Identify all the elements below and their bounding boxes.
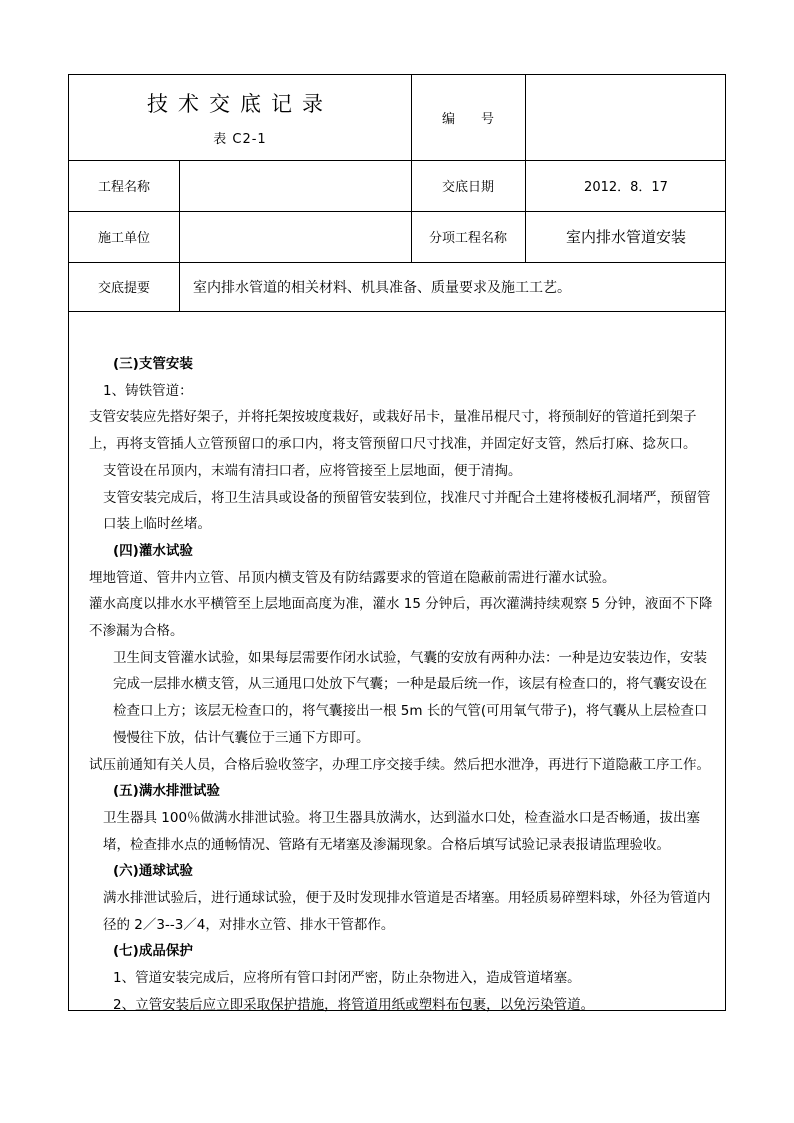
content-paragraph: 埋地管道、管井内立管、吊顶内横支管及有防结露要求的管道在隐蔽前需进行灌水试验。 xyxy=(89,569,616,586)
section-heading: (七)成品保护 xyxy=(113,943,193,960)
section-heading: (三)支管安装 xyxy=(113,356,193,372)
section-heading: (六)通球试验 xyxy=(113,863,193,880)
summary-value: 室内排水管道的相关材料、机具准备、质量要求及施工工艺。 xyxy=(193,279,571,296)
content-paragraph: 1、管道安装完成后，应将所有管口封闭严密，防止杂物进入，造成管道堵塞。 xyxy=(113,970,581,987)
summary-label: 交底提要 xyxy=(97,281,150,296)
content-paragraph: 支管设在吊顶内，末端有清扫口者，应将管接至上层地面，便于清掏。 xyxy=(103,462,522,479)
content-paragraph: 卫生器具 100％做满水排泄试验。将卫生器具放满水，达到溢水口处，检查溢水口是否畅通，拔出塞堵，检查排水点的通畅情况、管路有无堵塞及渗漏现象。合格后填写试验记录表报请监理验收。 xyxy=(103,809,701,853)
number-value xyxy=(525,75,727,160)
content-paragraph: 1、铸铁管道： xyxy=(103,382,193,399)
content-paragraph: 支管安装应先搭好架子，并将托架按坡度栽好，或栽好吊卡，量准吊棍尺寸，将预制好的管道托到架子上，再将支管插人立管预留口的承口内，将支管预留口尺寸找准，并固定好支管，然后打麻、捻灰口。 xyxy=(89,409,697,453)
project-name-value xyxy=(179,160,411,211)
subitem-label: 分项工程名称 xyxy=(428,231,507,246)
disclosure-content xyxy=(77,351,717,1019)
content-paragraph: 支管安装完成后，将卫生洁具或设备的预留管安装到位，找准尺寸并配合土建将楼板孔洞堵严，预留管口装上临时丝堵。 xyxy=(103,489,711,533)
form-number: 表 C2-1 xyxy=(213,132,267,147)
section-heading: (五)满水排泄试验 xyxy=(113,783,220,800)
unit-label: 施工单位 xyxy=(97,231,150,246)
unit-value xyxy=(179,211,411,262)
content-paragraph: 灌水高度以排水水平横管至上层地面高度为准，灌水 15 分钟后，再次灌满持续观察 5 分钟，液面不下降不渗漏为合格。 xyxy=(89,596,713,640)
date-value: 2012．8．17 xyxy=(584,180,668,195)
project-name-label: 工程名称 xyxy=(97,180,150,195)
number-label: 编 号 xyxy=(441,112,494,127)
subitem-value: 室内排水管道安装 xyxy=(565,228,686,246)
title-block xyxy=(69,75,411,160)
content-paragraph: 试压前通知有关人员，合格后验收签字，办理工序交接手续。然后把水泄净，再进行下道隐蔽工序工作。 xyxy=(89,756,710,773)
date-label: 交底日期 xyxy=(441,180,494,195)
content-paragraph: 满水排泄试验后，进行通球试验，便于及时发现排水管道是否堵塞。用轻质易碎塑料球，外径为管道内径的 2／3--3／4，对排水立管、排水干管都作。 xyxy=(103,890,711,933)
disclosure-form xyxy=(68,74,726,1011)
section-heading: (四)灌水试验 xyxy=(113,542,193,559)
content-paragraph: 2、立管安装后应立即采取保护措施，将管道用纸或塑料布包裹，以免污染管道。 xyxy=(113,996,595,1013)
page-title: 技术交底记录 xyxy=(147,92,333,116)
row-divider xyxy=(69,311,725,312)
content-paragraph: 卫生间支管灌水试验，如果每层需要作闭水试验，气囊的安放有两种办法：一种是边安装边作，安装完成一层排水横支管，从三通甩口处放下气囊；一种是最后统一作，该层有检查口的，将气囊安设在检查口上方；该层无检查口的，将气囊接出一根 5m 长的气管(可用氧气带子)，将气囊从上层检查口慢慢往下放，估计气囊位于三通下方即可。 xyxy=(113,649,708,746)
